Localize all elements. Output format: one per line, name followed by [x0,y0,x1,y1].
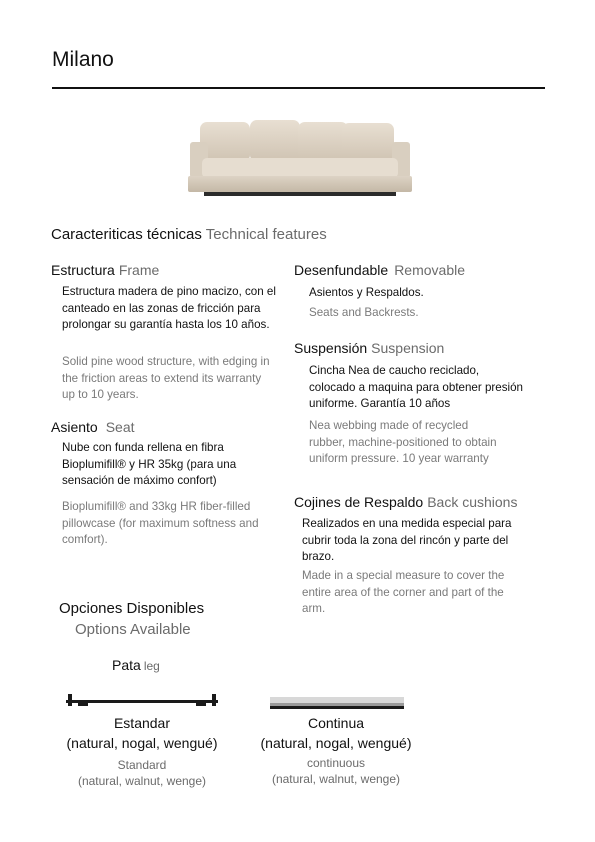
desenfundable-text-en: Seats and Backrests. [309,306,419,319]
cojines-text-en: Made in a special measure to cover the entire area of the corner and part of the arm. [302,569,505,616]
features-heading [51,226,327,243]
features-heading-en: Technical features [205,226,327,243]
leg-label: Pata leg [112,657,160,673]
continuous-leg-name-es: Continua [307,715,365,731]
standard-leg-name-en: Standard [117,758,167,772]
section-cojines-heading: Cojines de Respaldo Back cushions [294,494,518,510]
section-estructura-heading: Estructura Frame [51,262,160,278]
sofa-image [186,112,414,204]
asiento-text-en: Bioplumifill® and 33kg HR fiber-filled pillowcase (for maximum softness and comfort). [62,500,259,547]
continuous-leg-colors-en: (natural, walnut, wenge) [271,772,401,786]
options-heading-en: Options Available [75,621,191,638]
page-title: Milano [52,48,114,71]
standard-leg-name-es: Estandar [113,715,171,731]
standard-leg-colors-en: (natural, walnut, wenge) [77,774,207,788]
features-heading-es: Caracteriticas técnicas [51,226,202,243]
section-asiento-heading: Asiento Seat [51,419,135,435]
section-suspension-heading: Suspensión Suspension [294,340,445,356]
estructura-text-en: Solid pine wood structure, with edging in the friction areas to extend its warranty up to 10 years. [62,355,270,402]
standard-leg-icon [66,694,218,708]
title-divider [52,87,545,89]
standard-leg-colors-es: (natural, nogal, wengué) [66,735,218,751]
desenfundable-text-es: Asientos y Respaldos. [309,286,424,299]
continuous-leg-colors-es: (natural, nogal, wengué) [260,735,412,751]
section-desenfundable-heading: Desenfundable Removable [294,262,466,278]
continuous-leg-name-en: continuous [306,756,366,770]
continuous-leg-icon [270,697,404,709]
suspension-text-es: Cincha Nea de caucho reciclado, colocado a maquina para obtener presión uniforme. Garantía 10 años [309,364,523,411]
estructura-text-es: Estructura madera de pino macizo, con el canteado en las zonas de fricción para prolongar su garantía hasta los 10 años. [62,285,276,332]
asiento-text-es: Nube con funda rellena en fibra Bioplumifill® y HR 35kg (para una sensación de máximo confort) [62,441,237,488]
suspension-text-en: Nea webbing made of recycled rubber, machine-positioned to obtain uniform pressure. 10 year warranty [309,419,497,466]
cojines-text-es: Realizados en una medida especial para cubrir toda la zona del rincón y parte del brazo. [302,517,512,564]
options-heading-es: Opciones Disponibles [59,600,205,617]
